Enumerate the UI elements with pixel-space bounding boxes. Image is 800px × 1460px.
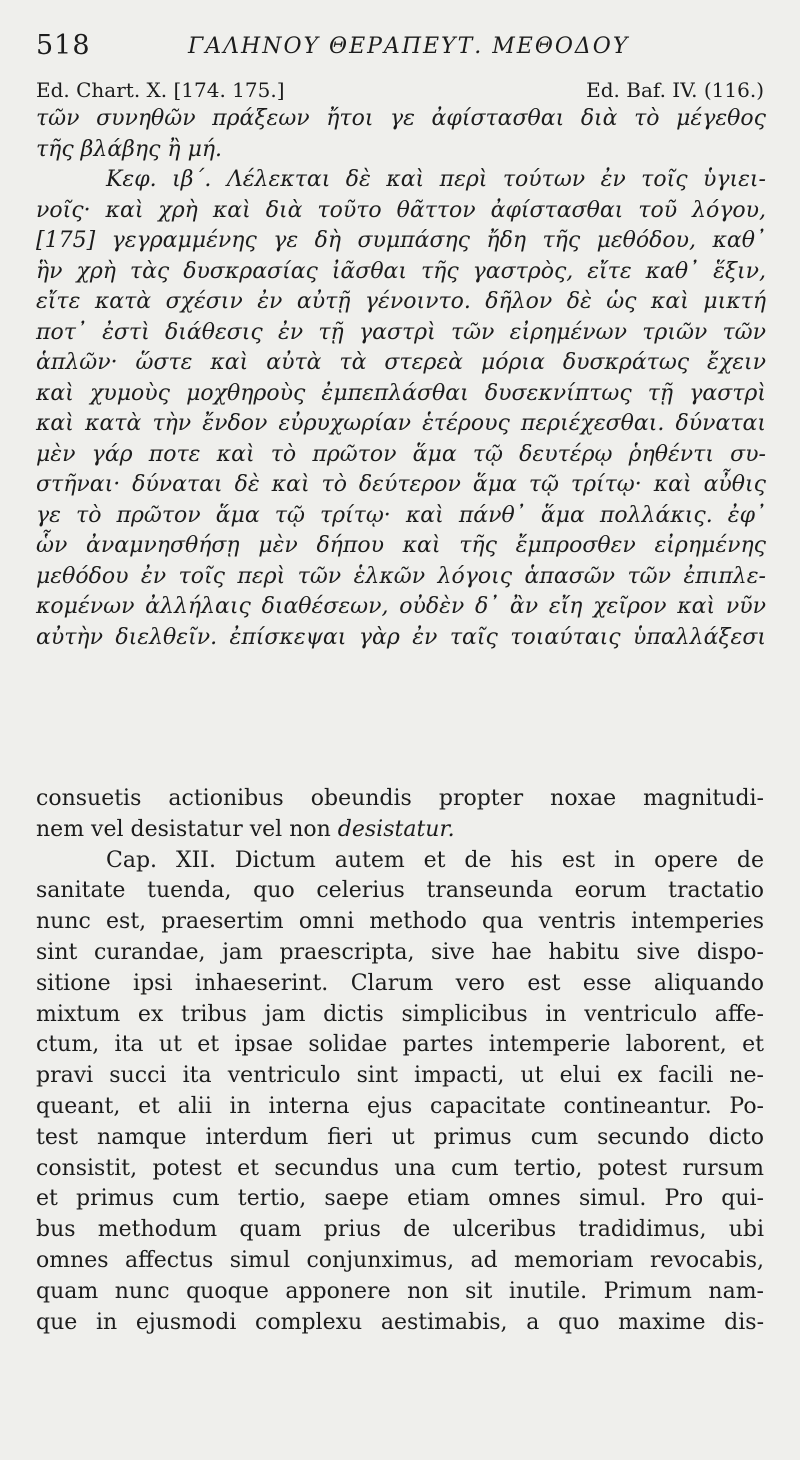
greek-line: ὧν ἀναμνησθήσῃ μὲν δήπου καὶ τῆς ἔμπροσθεν εἰρημένης: [36, 533, 766, 558]
greek-line: ἣν χρὴ τὰς δυσκρασίας ἰᾶσθαι τῆς γαστρὸς, εἴτε καθ᾽ ἕξιν,: [36, 258, 766, 284]
greek-line: εἴτε κατὰ σχέσιν ἐν αὐτῇ γένοιντο. δῆλον δὲ ὡς καὶ μικτή: [36, 289, 766, 314]
latin-line: consistit, potest et secundus una cum tertio, potest rursum: [36, 1155, 764, 1181]
running-title: ΓΑΛΗΝΟΥ ΘΕΡΑΠΕΥΤ. ΜΕΘΟΔΟΥ: [188, 34, 630, 59]
latin-line: sint curandae, jam praescripta, sive hae habitu sive dispo-: [36, 939, 764, 965]
greek-line: καὶ κατὰ τὴν ἔνδον εὐρυχωρίαν ἑτέρους περιέχεσθαι. δύναται: [36, 411, 766, 436]
latin-chapter-opening-line: Cap. XII. Dictum autem et de his est in opere de: [106, 847, 764, 873]
greek-chapter-opening-line: Κεφ. ιβ΄. Λέλεκται δὲ καὶ περὶ τούτων ἐν τοῖς ὑγιει-: [106, 167, 766, 192]
latin-line: sitione ipsi inhaeserint. Clarum vero est esse aliquando: [36, 970, 764, 996]
greek-line: στῆναι· δύναται δὲ καὶ τὸ δεύτερον ἅμα τῷ τρίτῳ· καὶ αὖθις: [36, 472, 766, 497]
latin-text-block: [36, 784, 764, 1338]
greek-line: ἁπλῶν· ὥστε καὶ αὐτὰ τὰ στερεὰ μόρια δυσκράτως ἔχειν: [36, 350, 766, 375]
greek-line: καὶ χυμοὺς μοχθηροὺς ἐμπεπλάσθαι δυσεκνίπτως τῇ γαστρὶ: [36, 380, 766, 406]
latin-line: sanitate tuenda, quo celerius transeunda eorum tractatio: [36, 878, 764, 904]
latin-line: pravi succi ita ventriculo sint impacti, ut elui ex facili ne-: [36, 1063, 764, 1089]
italic-word: desistatur.: [337, 816, 455, 842]
greek-line: τῶν συνηθῶν πράξεων ἤτοι γε ἀφίστασθαι διὰ τὸ μέγεθος: [36, 106, 766, 131]
latin-line: omnes affectus simul conjunximus, ad memoriam revocabis,: [36, 1247, 764, 1273]
page-header: [36, 30, 776, 66]
page-number: 518: [36, 30, 91, 61]
latin-line: et primus cum tertio, saepe etiam omnes simul. Pro qui-: [36, 1186, 764, 1212]
greek-line: κομένων ἀλλήλαις διαθέσεων, οὐδὲν δ᾽ ἂν εἴη χεῖρον καὶ νῦν: [36, 594, 766, 619]
latin-line: consuetis actionibus obeundis propter noxae magnitudi-: [36, 786, 764, 811]
latin-line: quam nunc quoque apponere non sit inutile. Primum nam-: [36, 1278, 764, 1304]
latin-line: bus methodum quam prius de ulceribus tradidimus, ubi: [36, 1217, 764, 1243]
greek-line: νοῖς· καὶ χρὴ καὶ διὰ τοῦτο θᾶττον ἀφίστασθαι τοῦ λόγου,: [36, 197, 766, 223]
greek-line: μεθόδου ἐν τοῖς περὶ τῶν ἑλκῶν λόγοις ἁπασῶν τῶν ἐπιπλε-: [36, 563, 766, 589]
greek-line: [175] γεγραμμένης γε δὴ συμπάσης ἤδη τῆς μεθόδου, καθ᾽: [36, 228, 766, 253]
latin-line: mixtum ex tribus jam dictis simplicibus in ventriculo affe-: [36, 1001, 764, 1027]
latin-line: que in ejusmodi complexu aestimabis, a quo maxime dis-: [36, 1309, 764, 1335]
greek-line: μὲν γάρ ποτε καὶ τὸ πρῶτον ἅμα τῷ δευτέρῳ ῥηθέντι συ-: [36, 441, 766, 467]
greek-text-block: [36, 104, 766, 653]
latin-line: nunc est, praesertim omni methodo qua ventris intemperies: [36, 909, 764, 935]
greek-line: τῆς βλάβης ἢ μή.: [36, 136, 223, 162]
latin-line: test namque interdum fieri ut primus cum secundo dicto: [36, 1124, 764, 1150]
edition-chartier-reference: Ed. Chart. X. [174. 175.]: [36, 78, 285, 102]
edition-basel-reference: Ed. Baf. IV. (116.): [586, 78, 764, 102]
greek-line: γε τὸ πρῶτον ἅμα τῷ τρίτῳ· καὶ πάνθ᾽ ἅμα πολλάκις. ἐφ᾽: [36, 502, 766, 528]
latin-line: ctum, ita ut et ipsae solidae partes intemperie laborent, et: [36, 1032, 764, 1058]
latin-line: queant, et alii in interna ejus capacitate contineantur. Po-: [36, 1093, 764, 1119]
edition-reference-line: [36, 78, 764, 106]
latin-line-text: nem vel desistatur vel non desistatur.: [36, 816, 455, 842]
latin-line-with-italic: [36, 815, 764, 846]
greek-line: αὐτὴν διελθεῖν. ἐπίσκεψαι γὰρ ἐν ταῖς τοιαύταις ὑπαλλάξεσι: [36, 624, 766, 650]
greek-line: ποτ᾽ ἐστὶ διάθεσις ἐν τῇ γαστρὶ τῶν εἰρημένων τριῶν τῶν: [36, 319, 766, 345]
